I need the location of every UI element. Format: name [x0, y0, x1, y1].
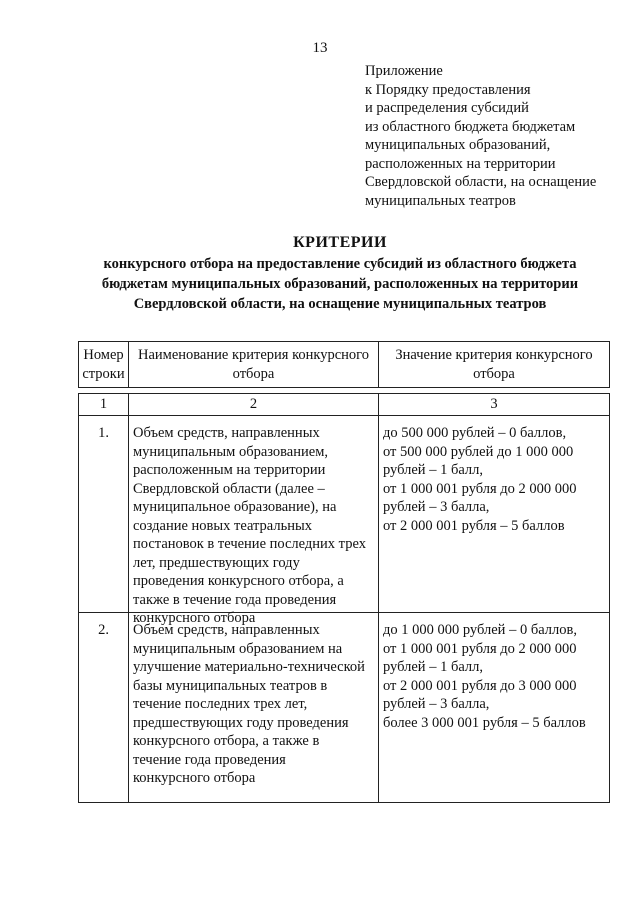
criterion-line: предшествующих году проведения	[133, 714, 349, 731]
appendix-line: расположенных на территории	[365, 155, 556, 172]
header-criterion-name: Наименование критерия конкурсного отбора	[129, 342, 379, 387]
table-header-row	[78, 341, 610, 388]
criterion-line: постановок в течение последних трех	[133, 536, 366, 552]
value-line: от 2 000 001 рубля – 5 баллов	[383, 517, 565, 534]
table-row	[78, 416, 610, 626]
appendix-line: Свердловской области, на оснащение	[365, 174, 597, 190]
criterion-line: расположенным на территории	[133, 462, 326, 478]
column-number-row	[78, 393, 610, 416]
value-line: до 1 000 000 рублей – 0 баллов,	[383, 622, 577, 638]
title-subtitle	[60, 254, 620, 314]
value-line: рублей – 1 балл,	[383, 659, 483, 675]
header-criterion-value: Значение критерия конкурсного отбора	[395, 347, 593, 382]
criterion-value	[379, 416, 609, 612]
document-title	[60, 234, 620, 314]
criterion-line: создание новых театральных	[133, 517, 312, 534]
row-number: 1.	[79, 416, 129, 612]
column-number: 2	[129, 394, 379, 415]
value-line: от 1 000 001 рубля до 2 000 000	[383, 480, 577, 497]
criterion-line: также в течение года проведения	[133, 591, 337, 608]
value-line: рублей – 3 балла,	[383, 696, 490, 712]
criterion-line: муниципальное образование), на	[133, 499, 337, 515]
value-line: от 2 000 001 рубля до 3 000 000	[383, 677, 577, 694]
criterion-line: проведения конкурсного отбора, а	[133, 573, 344, 589]
criterion-line: конкурсного отбора	[133, 610, 256, 626]
criterion-name	[129, 416, 379, 626]
criterion-line: базы муниципальных театров в	[133, 677, 328, 694]
criterion-line: течение последних трех лет,	[133, 696, 308, 712]
criterion-line: течение года проведения	[133, 751, 286, 768]
column-number: 3	[490, 396, 498, 412]
criterion-line: конкурсного отбора	[133, 770, 256, 786]
criterion-line: улучшение материально-технической	[133, 659, 365, 675]
criterion-line: конкурсного отбора, а также в	[133, 733, 320, 749]
criterion-line: муниципальным образованием на	[133, 640, 343, 657]
criterion-value	[379, 613, 609, 802]
column-number: 1	[79, 394, 129, 415]
header-row-number: Номер строки	[79, 342, 129, 387]
title-sub-line: конкурсного отбора на предоставление субсидий из областного бюджета	[103, 256, 577, 272]
appendix-line: из областного бюджета бюджетам	[365, 118, 576, 135]
appendix-line: к Порядку предоставления	[365, 81, 531, 98]
row-number: 2.	[79, 613, 129, 802]
criterion-line: Объем средств, направленных	[133, 425, 320, 441]
title-sub-line: Свердловской области, на оснащение муниципальных театров	[133, 296, 547, 312]
title-sub-line: бюджетам муниципальных образований, расположенных на территории	[101, 276, 579, 292]
appendix-line: муниципальных образований,	[365, 137, 551, 153]
value-line: более 3 000 001 рубля – 5 баллов	[383, 714, 586, 731]
criterion-line: лет, предшествующих году	[133, 554, 300, 571]
appendix-line: Приложение	[365, 63, 443, 79]
value-line: от 500 000 рублей до 1 000 000	[383, 443, 574, 460]
criteria-table	[78, 341, 610, 803]
table-row	[78, 613, 610, 803]
appendix-note	[365, 62, 627, 210]
value-line: рублей – 3 балла,	[383, 499, 490, 515]
appendix-line: и распределения субсидий	[365, 100, 529, 116]
criterion-line: Свердловской области (далее –	[133, 480, 325, 497]
value-line: до 500 000 рублей – 0 баллов,	[383, 425, 567, 441]
criterion-line: Объем средств, направленных	[133, 622, 320, 638]
title-main: КРИТЕРИИ	[293, 234, 387, 251]
value-line: рублей – 1 балл,	[383, 462, 483, 478]
value-line: от 1 000 001 рубля до 2 000 000	[383, 640, 577, 657]
criterion-line: муниципальным образованием,	[133, 443, 328, 460]
criterion-name	[129, 613, 379, 802]
page-number: 13	[312, 40, 328, 56]
appendix-line: муниципальных театров	[365, 192, 516, 209]
